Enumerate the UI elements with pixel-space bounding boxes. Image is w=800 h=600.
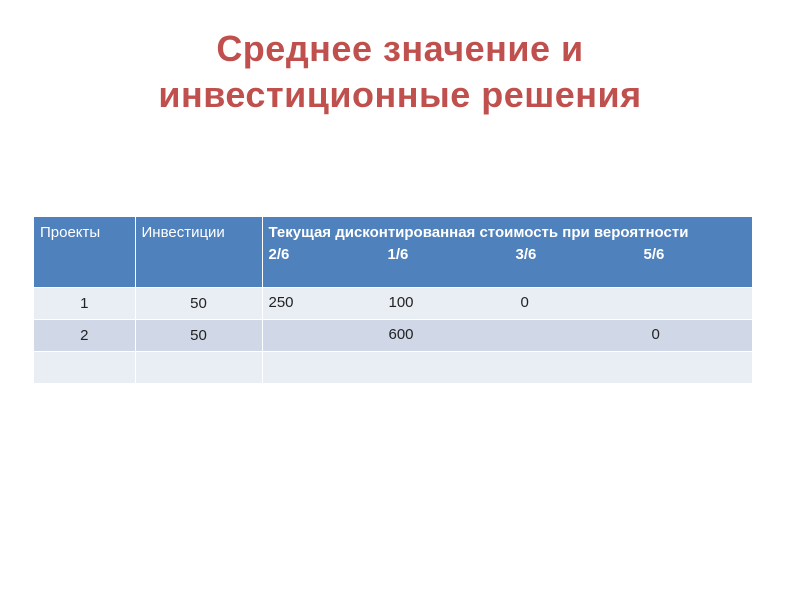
cell-value-2: 100 bbox=[388, 293, 414, 311]
table-row bbox=[34, 287, 752, 319]
probability-1: 2/6 bbox=[268, 246, 290, 263]
title-line-1: Среднее значение и bbox=[216, 28, 584, 69]
table-header-row bbox=[34, 217, 752, 287]
probability-3: 3/6 bbox=[515, 246, 537, 263]
header-projects: Проекты bbox=[34, 217, 135, 287]
cell-value-3: 0 bbox=[520, 293, 529, 311]
cell-investment: 50 bbox=[135, 287, 262, 319]
investment-table bbox=[34, 217, 752, 383]
header-pv-label: Текущая дисконтированная стоимость при вероятности bbox=[268, 224, 689, 241]
table-row bbox=[34, 351, 752, 383]
cell-value-2: 600 bbox=[388, 325, 414, 343]
probability-row bbox=[269, 245, 745, 265]
cell-investment: 50 bbox=[135, 319, 262, 351]
cell-project bbox=[34, 351, 135, 383]
cell-values bbox=[262, 287, 752, 319]
cell-values bbox=[262, 351, 752, 383]
cell-value-4: 0 bbox=[651, 325, 660, 343]
slide-title bbox=[0, 26, 800, 118]
header-investments: Инвестиции bbox=[135, 217, 262, 287]
table-row bbox=[34, 319, 752, 351]
header-present-value bbox=[262, 217, 752, 287]
probability-2: 1/6 bbox=[387, 246, 409, 263]
cell-investment bbox=[135, 351, 262, 383]
title-line-2: инвестиционные решения bbox=[158, 74, 642, 115]
cell-value-1: 250 bbox=[268, 293, 294, 311]
probability-4: 5/6 bbox=[643, 246, 665, 263]
cell-project: 1 bbox=[34, 287, 135, 319]
cell-project: 2 bbox=[34, 319, 135, 351]
cell-values bbox=[262, 319, 752, 351]
